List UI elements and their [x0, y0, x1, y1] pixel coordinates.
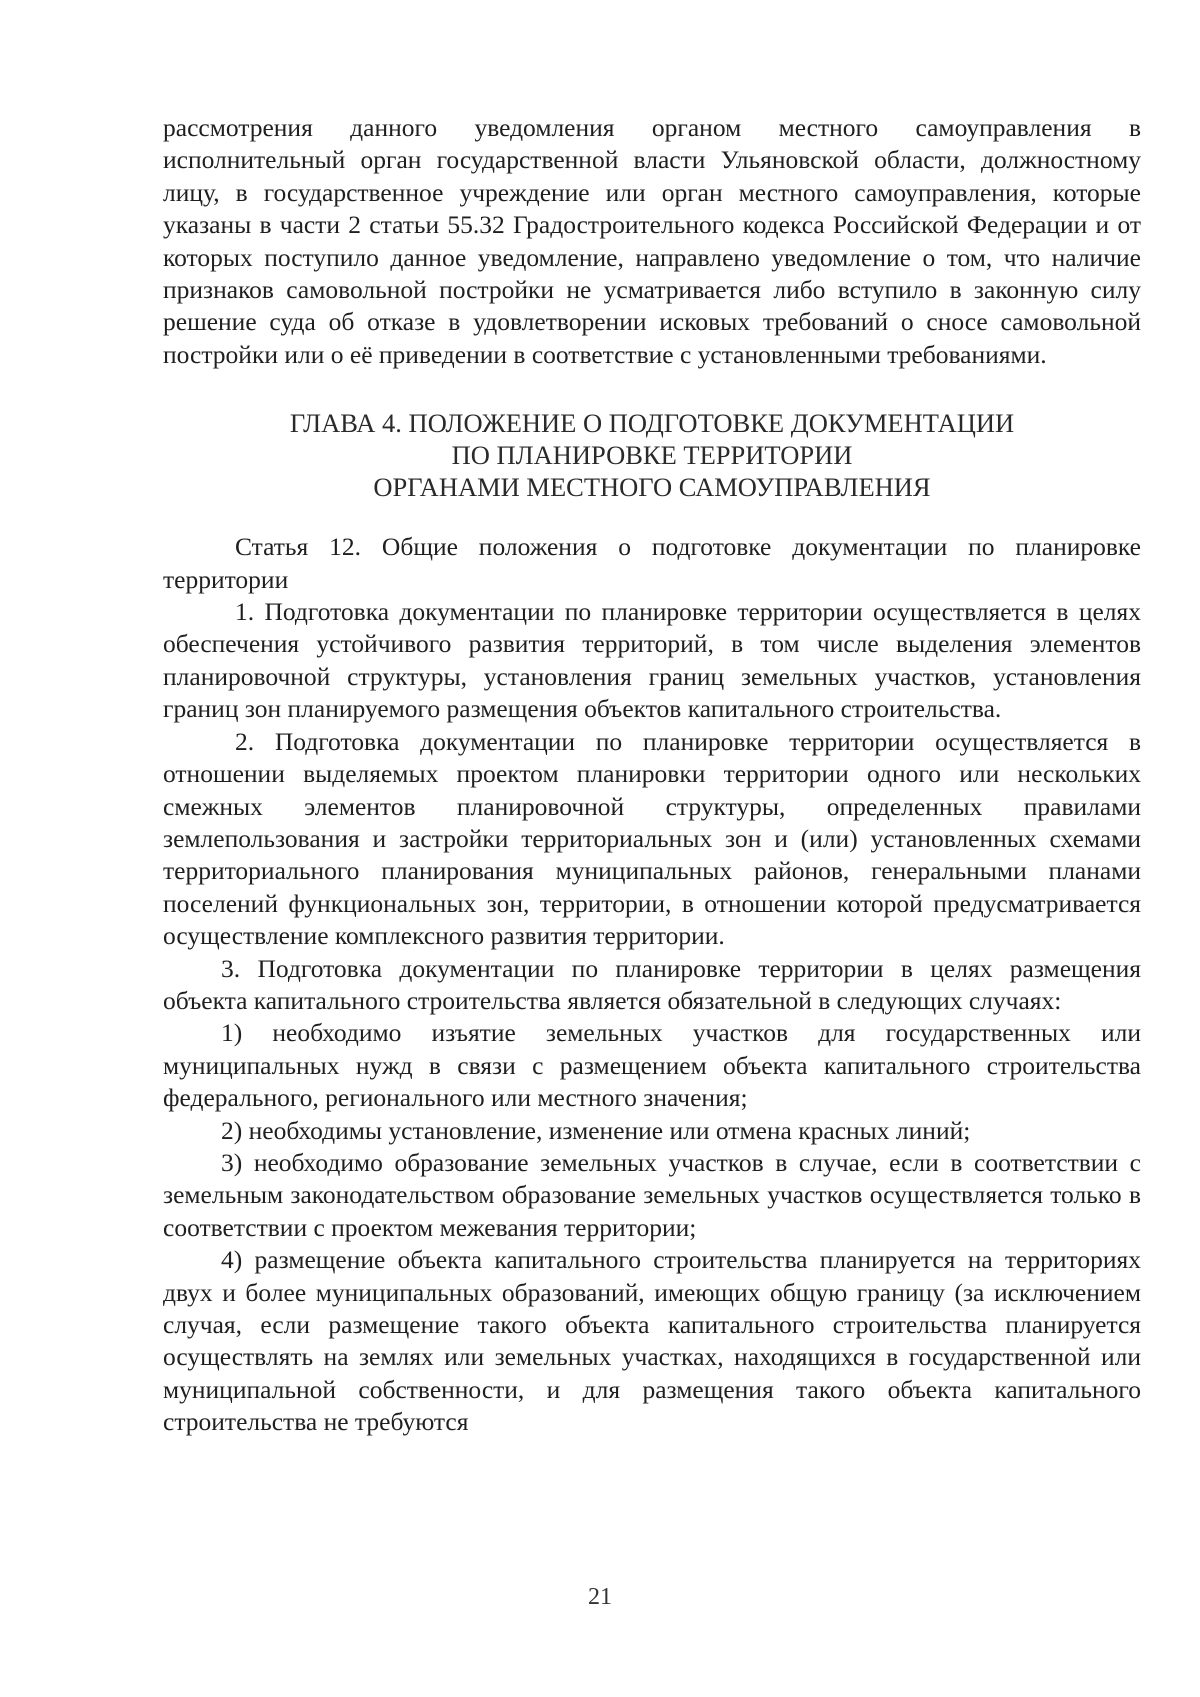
intro-paragraph: рассмотрения данного уведомления органом местного самоуправления в исполнительный орган государственной власти Ульяновской области, должностному лицу, в государственное учреждение или орган местного самоуправления, которые указаны в части 2 статьи 55.32 Градостроительного кодекса Российской Федерации и от которых поступило данное уведомление, направлено уведомление о том, что наличие признаков самовольной постройки не усматривается либо вступило в законную силу решение суда об отказе в удовлетворении исковых требований о сносе самовольной постройки или о её приведении в соответствие с установленными требованиями. [163, 113, 1141, 369]
article-title: Статья 12. Общие положения о подготовке документации по планировке территории [163, 532, 1141, 594]
chapter-heading [163, 407, 1141, 503]
chapter-heading-line1: ГЛАВА 4. ПОЛОЖЕНИЕ О ПОДГОТОВКЕ ДОКУМЕНТАЦИИ [289, 408, 1015, 439]
subitem-4: 4) размещение объекта капитального строительства планируется на территориях двух и более муниципальных образований, имеющих общую границу (за исключением случая, если размещение такого объекта капитального строительства планируется осуществлять на землях или земельных участках, находящихся в государственной или муниципальной собственности, и для размещения такого объекта капитального строительства не требуются [163, 1245, 1141, 1437]
document-body [163, 112, 1141, 1439]
page-number: 21 [588, 1584, 612, 1610]
subitem-1: 1) необходимо изъятие земельных участков для государственных или муниципальных нужд в связи с размещением объекта капитального строительства федерального, регионального или местного значения; [163, 1018, 1141, 1113]
paragraph-1: 1. Подготовка документации по планировке территории осуществляется в целях обеспечения устойчивого развития территорий, в том числе выделения элементов планировочной структуры, установления границ земельных участков, установления границ зон планируемого размещения объектов капитального строительства. [163, 597, 1141, 724]
chapter-heading-line3: ОРГАНАМИ МЕСТНОГО САМОУПРАВЛЕНИЯ [373, 472, 931, 503]
chapter-heading-line2: ПО ПЛАНИРОВКЕ ТЕРРИТОРИИ [451, 440, 853, 471]
subitem-2: 2) необходимы установление, изменение или отмена красных линий; [221, 1115, 971, 1145]
subitem-3: 3) необходимо образование земельных участков в случае, если в соответствии с земельным законодательством образование земельных участков осуществляется только в соответствии с проектом межевания территории; [163, 1147, 1141, 1242]
paragraph-3: 3. Подготовка документации по планировке территории в целях размещения объекта капитального строительства является обязательной в следующих случаях: [163, 953, 1141, 1015]
paragraph-2: 2. Подготовка документации по планировке территории осуществляется в отношении выделяемых проектом планировки территории одного или нескольких смежных элементов планировочной структуры, определенных правилами землепользования и застройки территориальных зон и (или) установленных схемами территориального планирования муниципальных районов, генеральными планами поселений функциональных зон, территории, в отношении которой предусматривается осуществление комплексного развития территории. [163, 726, 1141, 951]
